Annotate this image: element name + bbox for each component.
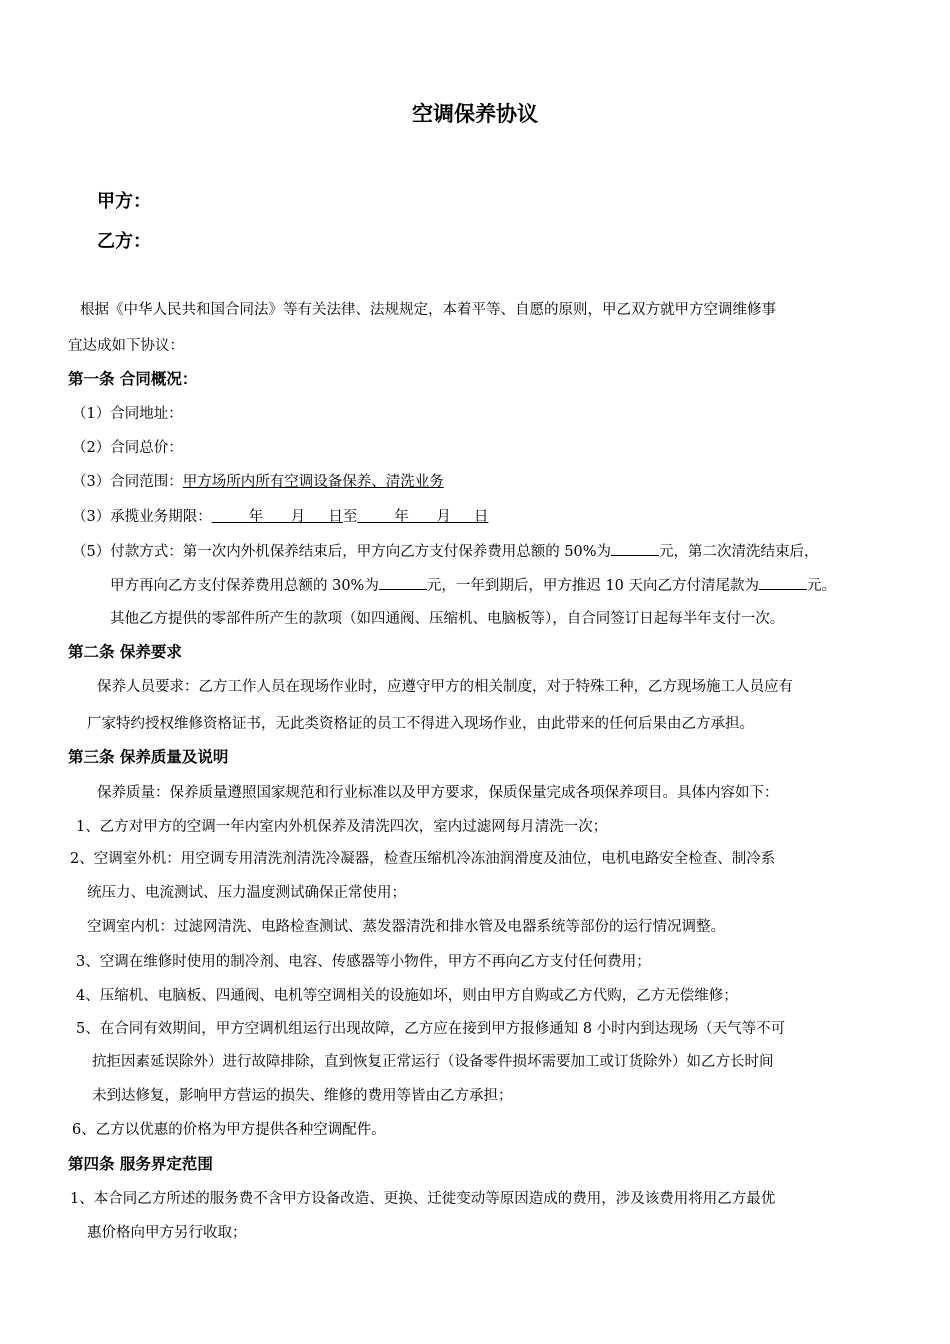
payment-first-text: （5）付款方式：第一次内外机保养结束后，甲方向乙方支付保养费用总额的 50%为 [72,544,612,560]
period-end-day: 日 [473,509,489,525]
period-end-year: 年 [394,509,409,525]
payment-first-amount-blank [611,541,659,556]
contract-period-label: （3）承揽业务期限： [72,509,212,525]
intro-line-1: 根据《中华人民共和国合同法》等有关法律、法规规定，本着平等、自愿的原则，甲乙双方就甲方空调维修事 [80,302,776,318]
article3-item-2-line-1: 2、空调室外机：用空调专用清洗剂清洗冷凝器，检查压缩机冷冻油润滑度及油位，电机电路安全检查、制冷系 [70,851,776,867]
payment-second-amount-blank [379,575,427,590]
article3-item-5-line-3: 未到达修复，影响甲方营运的损失、维修的费用等皆由乙方承担； [92,1088,513,1104]
article4-heading: 第四条 服务界定范围 [68,1155,213,1173]
period-start-month: 月 [290,509,306,525]
article3-item-6: 6、乙方以优惠的价格为甲方提供各种空调配件。 [72,1122,386,1138]
party-b-label: 乙方： [97,231,151,252]
payment-final-unit: 元。 [807,578,837,594]
article1-heading: 第一条 合同概况： [68,370,198,388]
article4-item-1-line-2: 惠价格向甲方另行收取； [87,1225,247,1241]
payment-line-2 [110,575,836,596]
article2-line-2: 厂家特约授权维修资格证书，无此类资格证的员工不得进入现场作业，由此带来的任何后果由乙方承担。 [87,716,754,732]
payment-second-text: 元，第二次清洗结束后， [659,544,819,560]
article3-quality: 保养质量：保养质量遵照国家规范和行业标准以及甲方要求，保质保量完成各项保养项目。具体内容如下： [97,785,779,801]
article3-item-4: 4、压缩机、电脑板、四通阀、电机等空调相关的设施如坏，则由甲方自购或乙方代购，乙方无偿维修； [76,988,738,1004]
contract-total-price: （2）合同总价： [72,440,183,456]
contract-period [72,507,488,527]
intro-line-2: 宜达成如下协议： [68,338,184,354]
article3-heading: 第三条 保养质量及说明 [68,748,229,766]
article2-line-1: 保养人员要求：乙方工作人员在现场作业时，应遵守甲方的相关制度，对于特殊工种，乙方现场施工人员应有 [97,679,793,695]
payment-final-amount-blank [759,575,807,590]
payment-line-3: 其他乙方提供的零部件所产生的款项（如四通阀、压缩机、电脑板等），自合同签订日起每半年支付一次。 [110,611,785,627]
payment-second-text-2: 甲方再向乙方支付保养费用总额的 30%为 [110,578,379,594]
article3-item-5-line-1: 5、在合同有效期间，甲方空调机组运行出现故障，乙方应在接到甲方报修通知 8 小时内到达现场（天气等不可 [76,1021,786,1037]
contract-address: （1）合同地址： [72,406,183,422]
payment-line-1 [72,541,819,562]
contract-scope-value: 甲方场所内所有空调设备保养、清洗业务 [182,474,444,490]
article3-item-5-line-2: 抗拒因素延误除外）进行故障排除，直到恢复正常运行（设备零件损坏需要加工或订货除外）如乙方长时间 [92,1054,774,1070]
period-to: 至 [342,509,358,525]
period-end-month: 月 [436,509,451,525]
payment-final-text: 元，一年到期后，甲方推迟 10 天向乙方付清尾款为 [426,578,760,594]
period-start-year: 年 [248,509,264,525]
contract-scope-label: （3）合同范围： [72,474,183,490]
article3-item-1: 1、乙方对甲方的空调一年内室内外机保养及清洗四次，室内过滤网每月清洗一次； [76,819,608,835]
party-a-label: 甲方： [97,191,151,212]
article4-item-1-line-1: 1、本合同乙方所述的服务费不含甲方设备改造、更换、迁徙变动等原因造成的费用，涉及该费用将用乙方最优 [70,1191,776,1207]
article3-item-2-line-3: 空调室内机：过滤网清洗、电路检查测试、蒸发器清洗和排水管及电器系统等部份的运行情况调整。 [87,919,725,935]
document-title: 空调保养协议 [412,102,538,126]
contract-scope [72,472,444,492]
article3-item-2-line-2: 统压力、电流测试、压力温度测试确保正常使用； [87,885,406,901]
article3-item-3: 3、空调在维修时使用的制冷剂、电容、传感器等小物件，甲方不再向乙方支付任何费用； [76,954,651,970]
article2-heading: 第二条 保养要求 [68,643,182,661]
period-start-day: 日 [328,509,343,525]
